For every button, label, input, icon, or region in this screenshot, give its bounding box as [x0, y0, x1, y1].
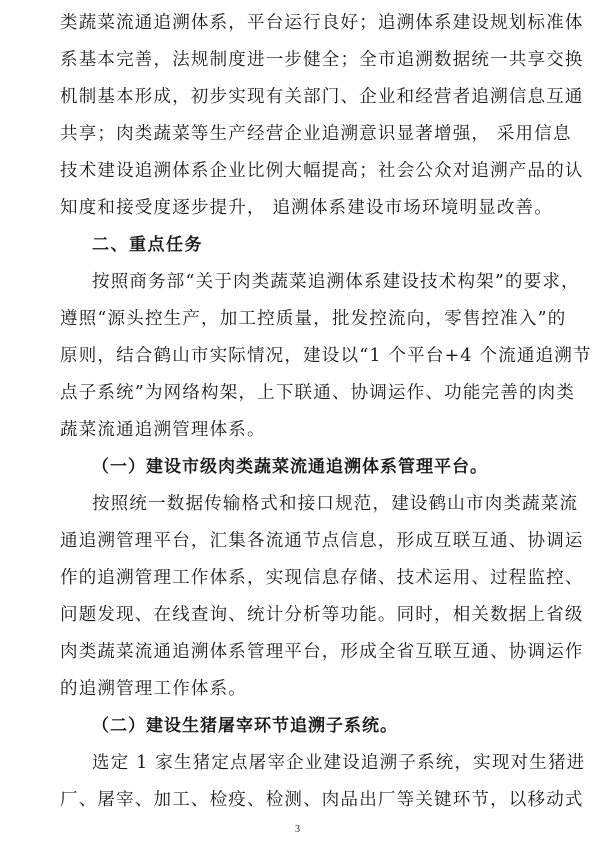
paragraph-line: 通追溯管理平台，汇集各流通节点信息，形成互联互通、协调运: [60, 531, 584, 551]
paragraph-line: 机制基本形成，初步实现有关部门、企业和经营者追溯信息互通: [60, 87, 584, 107]
paragraph-line: 点子系统”为网络构架，上下联通、协调运作、功能完善的肉类: [60, 383, 576, 403]
paragraph-line: 按照商务部“关于肉类蔬菜追溯体系建设技术构架”的要求，: [92, 272, 580, 292]
paragraph-line: 厂、屠宰、加工、检疫、检测、肉品出厂等关键环节，以移动式: [60, 790, 584, 810]
paragraph-line: 选定 1 家生猪定点屠宰企业建设追溯子系统，实现对生猪进: [92, 753, 586, 773]
subsection-heading: （一）建设市级肉类蔬菜流通追溯体系管理平台。: [92, 457, 488, 477]
paragraph-line: 技术建设追溯体系企业比例大幅提高；社会公众对追溯产品的认: [60, 161, 584, 181]
paragraph-line: 蔬菜流通追溯管理体系。: [60, 420, 266, 440]
paragraph-line: 类蔬菜流通追溯体系，平台运行良好；追溯体系建设规划标准体: [60, 13, 584, 33]
subsection-heading: （二）建设生猪屠宰环节追溯子系统。: [92, 716, 398, 736]
paragraph-line: 知度和接受度逐步提升， 追溯体系建设市场环境明显改善。: [60, 198, 553, 218]
page-number: 3: [295, 824, 300, 835]
paragraph-line: 作的追溯管理工作体系，实现信息存储、技术运用、过程监控、: [60, 568, 584, 588]
paragraph-line: 问题发现、在线查询、统计分析等功能。同时，相关数据上省级: [60, 605, 584, 625]
paragraph-line: 原则，结合鹤山市实际情况，建设以“1 个平台+4 个流通追溯节: [60, 346, 592, 366]
paragraph-line: 系基本完善，法规制度进一步健全；全市追溯数据统一共享交换: [60, 50, 584, 70]
paragraph-line: 遵照“源头控生产，加工控质量，批发控流向，零售控准入”的: [60, 309, 567, 329]
paragraph-line: 按照统一数据传输格式和接口规范，建设鹤山市肉类蔬菜流: [92, 494, 579, 514]
paragraph-line: 共享；肉类蔬菜等生产经营企业追溯意识显著增强， 采用信息: [60, 124, 572, 144]
section-heading: 二、重点任务: [92, 235, 203, 255]
paragraph-line: 的追溯管理工作体系。: [60, 679, 247, 699]
paragraph-line: 肉类蔬菜流通追溯体系管理平台，形成全省互联互通、协调运作: [60, 642, 584, 662]
